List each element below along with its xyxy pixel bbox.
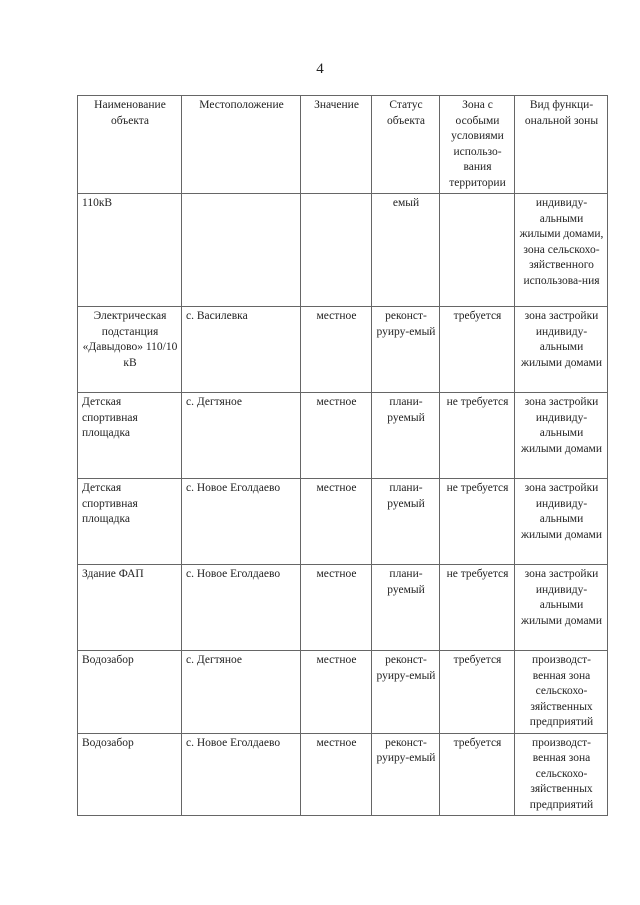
header-object-name: Наименование объекта: [78, 96, 182, 194]
table-row: [78, 733, 608, 816]
header-status: Статус объекта: [372, 96, 440, 194]
cell-functional-zone: производст-венная зона сельскохо-зяйственных предприятий: [515, 651, 608, 734]
table-row: [78, 565, 608, 651]
cell-special-zone: не требуется: [440, 479, 515, 565]
cell-significance: [301, 194, 372, 307]
header-location: Местоположение: [182, 96, 301, 194]
cell-object-name: Водозабор: [78, 733, 182, 816]
cell-significance: местное: [301, 565, 372, 651]
cell-significance: местное: [301, 307, 372, 393]
cell-status: реконст-руиру-емый: [372, 733, 440, 816]
cell-significance: местное: [301, 651, 372, 734]
cell-special-zone: не требуется: [440, 565, 515, 651]
cell-object-name: Водозабор: [78, 651, 182, 734]
table-row: [78, 194, 608, 307]
cell-location: с. Василевка: [182, 307, 301, 393]
cell-functional-zone: зона застройки индивиду-альными жилыми домами: [515, 565, 608, 651]
cell-location: с. Новое Еголдаево: [182, 565, 301, 651]
cell-object-name: Детская спортивная площадка: [78, 393, 182, 479]
cell-functional-zone: индивиду-альными жилыми домами, зона сельскохо-зяйственного использова-ния: [515, 194, 608, 307]
cell-significance: местное: [301, 733, 372, 816]
cell-status: плани-руемый: [372, 479, 440, 565]
cell-status: реконст-руиру-емый: [372, 307, 440, 393]
header-significance: Значение: [301, 96, 372, 194]
cell-significance: местное: [301, 393, 372, 479]
header-functional-zone: Вид функци-ональной зоны: [515, 96, 608, 194]
cell-special-zone: требуется: [440, 307, 515, 393]
cell-significance: местное: [301, 479, 372, 565]
table-row: [78, 393, 608, 479]
table-row: [78, 307, 608, 393]
header-special-zone: Зона с особыми условиями использо-вания территории: [440, 96, 515, 194]
cell-status: емый: [372, 194, 440, 307]
cell-object-name: Электрическая подстанция «Давыдово» 110/10 кВ: [78, 307, 182, 393]
table-header-row: [78, 96, 608, 194]
objects-table: [77, 95, 608, 816]
cell-object-name: Здание ФАП: [78, 565, 182, 651]
page-number: 4: [316, 61, 324, 77]
cell-object-name: Детская спортивная площадка: [78, 479, 182, 565]
cell-functional-zone: зона застройки индивиду-альными жилыми домами: [515, 307, 608, 393]
table-row: [78, 479, 608, 565]
cell-special-zone: требуется: [440, 733, 515, 816]
cell-functional-zone: зона застройки индивиду-альными жилыми домами: [515, 393, 608, 479]
cell-status: плани-руемый: [372, 565, 440, 651]
cell-location: с. Новое Еголдаево: [182, 733, 301, 816]
cell-location: с. Новое Еголдаево: [182, 479, 301, 565]
cell-special-zone: требуется: [440, 651, 515, 734]
table-row: [78, 651, 608, 734]
cell-location: с. Дегтяное: [182, 393, 301, 479]
cell-functional-zone: производст-венная зона сельскохо-зяйственных предприятий: [515, 733, 608, 816]
cell-status: реконст-руиру-емый: [372, 651, 440, 734]
cell-functional-zone: зона застройки индивиду-альными жилыми домами: [515, 479, 608, 565]
cell-special-zone: [440, 194, 515, 307]
cell-location: с. Дегтяное: [182, 651, 301, 734]
cell-status: плани-руемый: [372, 393, 440, 479]
cell-special-zone: не требуется: [440, 393, 515, 479]
cell-object-name: 110кВ: [78, 194, 182, 307]
cell-location: [182, 194, 301, 307]
